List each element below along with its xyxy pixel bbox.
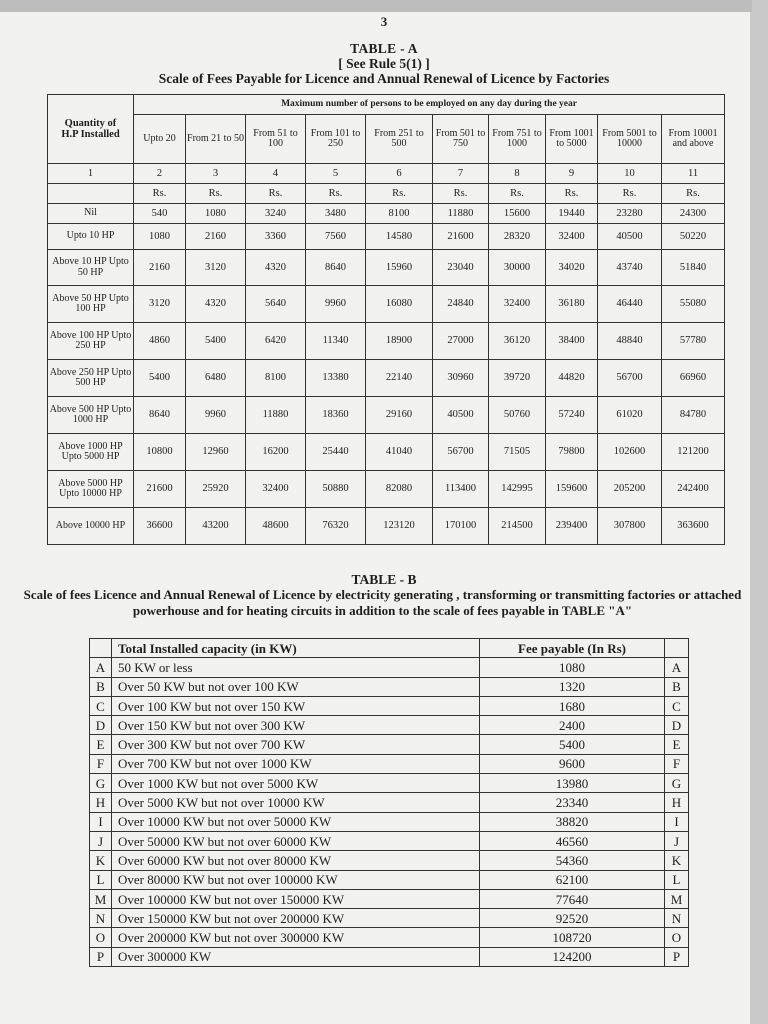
row-code-right: E xyxy=(665,735,689,754)
capacity-cell: 50 KW or less xyxy=(112,658,480,677)
fee-cell: 124200 xyxy=(480,947,665,966)
column-header: From 5001 to 10000 xyxy=(598,115,662,164)
qty-header: Quantity of H.P Installed xyxy=(48,95,134,164)
fee-cell: 84780 xyxy=(662,397,725,434)
fee-cell: 66960 xyxy=(662,360,725,397)
capacity-cell: Over 1000 KW but not over 5000 KW xyxy=(112,774,480,793)
column-header: From 251 to 500 xyxy=(366,115,433,164)
fee-cell: 13980 xyxy=(480,774,665,793)
table-b-title: TABLE - B xyxy=(351,572,417,587)
fee-cell: 11340 xyxy=(306,323,366,360)
table-a-row xyxy=(48,471,725,508)
row-code-right: B xyxy=(665,677,689,696)
row-code-right: L xyxy=(665,870,689,889)
fee-cell: 56700 xyxy=(433,434,489,471)
column-header: From 51 to 100 xyxy=(246,115,306,164)
table-a-header-row xyxy=(48,95,725,115)
fee-cell: 30960 xyxy=(433,360,489,397)
fee-cell: 16200 xyxy=(246,434,306,471)
table-b-row xyxy=(90,716,689,735)
capacity-cell: Over 200000 KW but not over 300000 KW xyxy=(112,928,480,947)
fee-cell: 7560 xyxy=(306,224,366,250)
table-a-row xyxy=(48,360,725,397)
row-code-right: C xyxy=(665,696,689,715)
table-a-unit-row xyxy=(48,184,725,204)
row-code-right: K xyxy=(665,851,689,870)
row-code: A xyxy=(90,658,112,677)
fee-cell: 39720 xyxy=(489,360,546,397)
fee-cell: 6420 xyxy=(246,323,306,360)
table-a-row xyxy=(48,434,725,471)
column-number: 4 xyxy=(246,164,306,184)
unit-cell: Rs. xyxy=(546,184,598,204)
row-code-right: J xyxy=(665,831,689,850)
fee-cell: 51840 xyxy=(662,250,725,286)
fee-cell: 239400 xyxy=(546,508,598,545)
unit-cell: Rs. xyxy=(433,184,489,204)
row-code-right: D xyxy=(665,716,689,735)
row-code-right: H xyxy=(665,793,689,812)
row-code-right: P xyxy=(665,947,689,966)
capacity-cell: Over 100000 KW but not over 150000 KW xyxy=(112,889,480,908)
fee-cell: 11880 xyxy=(433,204,489,224)
fee-cell: 27000 xyxy=(433,323,489,360)
table-a-row xyxy=(48,286,725,323)
fee-cell: 3120 xyxy=(186,250,246,286)
table-a-row xyxy=(48,250,725,286)
fee-cell: 32400 xyxy=(489,286,546,323)
fee-cell: 1680 xyxy=(480,696,665,715)
table-b-row xyxy=(90,735,689,754)
fee-cell: 24300 xyxy=(662,204,725,224)
fee-cell: 1080 xyxy=(186,204,246,224)
capacity-cell: Over 150000 KW but not over 200000 KW xyxy=(112,909,480,928)
table-b-row xyxy=(90,947,689,966)
table-a-rule-reference: [ See Rule 5(1) ] xyxy=(338,56,430,71)
row-code-right: A xyxy=(665,658,689,677)
fee-cell: 22140 xyxy=(366,360,433,397)
table-a-body xyxy=(48,95,725,545)
row-code: H xyxy=(90,793,112,812)
fee-cell: 79800 xyxy=(546,434,598,471)
capacity-cell: Over 150 KW but not over 300 KW xyxy=(112,716,480,735)
row-code: O xyxy=(90,928,112,947)
fee-cell: 18360 xyxy=(306,397,366,434)
column-header: From 751 to 1000 xyxy=(489,115,546,164)
row-code: E xyxy=(90,735,112,754)
fee-cell: 46560 xyxy=(480,831,665,850)
fee-cell: 4320 xyxy=(186,286,246,323)
fee-cell: 540 xyxy=(134,204,186,224)
row-code-right: G xyxy=(665,774,689,793)
column-header: From 10001 and above xyxy=(662,115,725,164)
fee-cell: 102600 xyxy=(598,434,662,471)
capacity-cell: Over 300 KW but not over 700 KW xyxy=(112,735,480,754)
fee-cell: 13380 xyxy=(306,360,366,397)
unit-cell: Rs. xyxy=(246,184,306,204)
capacity-cell: Over 5000 KW but not over 10000 KW xyxy=(112,793,480,812)
table-a-row xyxy=(48,508,725,545)
fee-cell: 77640 xyxy=(480,889,665,908)
unit-cell: Rs. xyxy=(489,184,546,204)
fee-cell: 9600 xyxy=(480,754,665,773)
table-b-header-row xyxy=(90,639,689,658)
unit-cell: Rs. xyxy=(598,184,662,204)
fee-cell: 50760 xyxy=(489,397,546,434)
fee-cell: 3480 xyxy=(306,204,366,224)
fee-cell: 10800 xyxy=(134,434,186,471)
capacity-cell: Over 100 KW but not over 150 KW xyxy=(112,696,480,715)
fee-cell: 1320 xyxy=(480,677,665,696)
table-b-row xyxy=(90,889,689,908)
fee-cell: 21600 xyxy=(134,471,186,508)
unit-cell: Rs. xyxy=(306,184,366,204)
table-b-row xyxy=(90,851,689,870)
row-label: Above 50 HP Upto 100 HP xyxy=(48,286,134,323)
unit-cell: Rs. xyxy=(134,184,186,204)
capacity-cell: Over 50 KW but not over 100 KW xyxy=(112,677,480,696)
fee-cell: 205200 xyxy=(598,471,662,508)
fee-cell: 14580 xyxy=(366,224,433,250)
fee-cell: 307800 xyxy=(598,508,662,545)
table-b-body xyxy=(90,639,689,967)
fee-cell: 363600 xyxy=(662,508,725,545)
row-label: Above 10 HP Upto 50 HP xyxy=(48,250,134,286)
fee-cell: 36180 xyxy=(546,286,598,323)
column-number: 1 xyxy=(48,164,134,184)
fee-cell: 50880 xyxy=(306,471,366,508)
fee-cell: 159600 xyxy=(546,471,598,508)
fee-cell: 82080 xyxy=(366,471,433,508)
row-code-right: O xyxy=(665,928,689,947)
row-code-right: F xyxy=(665,754,689,773)
fee-cell: 3240 xyxy=(246,204,306,224)
table-b-row xyxy=(90,754,689,773)
row-code: C xyxy=(90,696,112,715)
fee-cell: 29160 xyxy=(366,397,433,434)
fee-cell: 6480 xyxy=(186,360,246,397)
capacity-cell: Over 50000 KW but not over 60000 KW xyxy=(112,831,480,850)
table-b-row xyxy=(90,677,689,696)
table-b-row xyxy=(90,696,689,715)
fee-cell: 121200 xyxy=(662,434,725,471)
table-b-row xyxy=(90,928,689,947)
column-number: 9 xyxy=(546,164,598,184)
row-label: Above 100 HP Upto 250 HP xyxy=(48,323,134,360)
column-number: 11 xyxy=(662,164,725,184)
capacity-cell: Over 10000 KW but not over 50000 KW xyxy=(112,812,480,831)
capacity-cell: Over 80000 KW but not over 100000 KW xyxy=(112,870,480,889)
row-code: K xyxy=(90,851,112,870)
fee-cell: 48840 xyxy=(598,323,662,360)
column-header: From 1001 to 5000 xyxy=(546,115,598,164)
table-a-column-header-row xyxy=(48,115,725,164)
fee-cell: 21600 xyxy=(433,224,489,250)
row-label: Above 250 HP Upto 500 HP xyxy=(48,360,134,397)
fee-cell: 170100 xyxy=(433,508,489,545)
table-a-caption: Scale of Fees Payable for Licence and Annual Renewal of Licence by Factories xyxy=(158,71,610,86)
fee-cell: 54360 xyxy=(480,851,665,870)
fee-cell: 242400 xyxy=(662,471,725,508)
table-a-row xyxy=(48,323,725,360)
fee-cell: 8100 xyxy=(246,360,306,397)
fee-cell: 4320 xyxy=(246,250,306,286)
fee-cell: 15960 xyxy=(366,250,433,286)
fee-cell: 9960 xyxy=(186,397,246,434)
table-b-row xyxy=(90,831,689,850)
fee-cell: 40500 xyxy=(598,224,662,250)
fee-cell: 76320 xyxy=(306,508,366,545)
unit-cell: Rs. xyxy=(366,184,433,204)
fee-cell: 11880 xyxy=(246,397,306,434)
fee-cell: 32400 xyxy=(546,224,598,250)
table-b-row xyxy=(90,909,689,928)
fee-cell: 16080 xyxy=(366,286,433,323)
row-label: Above 500 HP Upto 1000 HP xyxy=(48,397,134,434)
fee-cell: 5640 xyxy=(246,286,306,323)
fee-cell: 61020 xyxy=(598,397,662,434)
fee-cell: 2400 xyxy=(480,716,665,735)
capacity-header: Total Installed capacity (in KW) xyxy=(112,639,480,658)
fee-cell: 19440 xyxy=(546,204,598,224)
column-header: From 101 to 250 xyxy=(306,115,366,164)
column-number: 3 xyxy=(186,164,246,184)
table-b xyxy=(89,638,689,967)
fee-cell: 4860 xyxy=(134,323,186,360)
table-b-row xyxy=(90,658,689,677)
fee-cell: 71505 xyxy=(489,434,546,471)
page-number: 3 xyxy=(380,14,388,29)
row-code: I xyxy=(90,812,112,831)
fee-cell: 40500 xyxy=(433,397,489,434)
row-label: Upto 10 HP xyxy=(48,224,134,250)
fee-cell: 15600 xyxy=(489,204,546,224)
fee-cell: 36120 xyxy=(489,323,546,360)
fee-cell: 57240 xyxy=(546,397,598,434)
scan-edge xyxy=(750,0,768,1024)
row-label: Above 1000 HP Upto 5000 HP xyxy=(48,434,134,471)
fee-cell: 50220 xyxy=(662,224,725,250)
table-a-row xyxy=(48,224,725,250)
fee-cell: 113400 xyxy=(433,471,489,508)
fee-cell: 2160 xyxy=(134,250,186,286)
fee-cell: 56700 xyxy=(598,360,662,397)
fee-cell: 23040 xyxy=(433,250,489,286)
fee-cell: 48600 xyxy=(246,508,306,545)
table-b-row xyxy=(90,774,689,793)
capacity-cell: Over 60000 KW but not over 80000 KW xyxy=(112,851,480,870)
fee-cell: 41040 xyxy=(366,434,433,471)
fee-cell: 28320 xyxy=(489,224,546,250)
fee-cell: 8640 xyxy=(306,250,366,286)
column-number: 7 xyxy=(433,164,489,184)
column-number: 8 xyxy=(489,164,546,184)
unit-cell: Rs. xyxy=(186,184,246,204)
row-label: Nil xyxy=(48,204,134,224)
fee-cell: 62100 xyxy=(480,870,665,889)
fee-cell: 32400 xyxy=(246,471,306,508)
column-number: 6 xyxy=(366,164,433,184)
row-code: J xyxy=(90,831,112,850)
table-b-header-blank xyxy=(90,639,112,658)
fee-cell: 108720 xyxy=(480,928,665,947)
fee-cell: 38820 xyxy=(480,812,665,831)
table-b-row xyxy=(90,870,689,889)
table-a-row xyxy=(48,397,725,434)
row-label: Above 5000 HP Upto 10000 HP xyxy=(48,471,134,508)
fee-header: Fee payable (In Rs) xyxy=(480,639,665,658)
table-b-row xyxy=(90,812,689,831)
row-code: M xyxy=(90,889,112,908)
fee-cell: 123120 xyxy=(366,508,433,545)
fee-cell: 55080 xyxy=(662,286,725,323)
capacity-cell: Over 700 KW but not over 1000 KW xyxy=(112,754,480,773)
fee-cell: 43740 xyxy=(598,250,662,286)
fee-cell: 1080 xyxy=(480,658,665,677)
table-b-row xyxy=(90,793,689,812)
fee-cell: 23280 xyxy=(598,204,662,224)
fee-cell: 34020 xyxy=(546,250,598,286)
row-code: F xyxy=(90,754,112,773)
fee-cell: 1080 xyxy=(134,224,186,250)
fee-cell: 30000 xyxy=(489,250,546,286)
table-b-header-blank-right xyxy=(665,639,689,658)
fee-cell: 18900 xyxy=(366,323,433,360)
fee-cell: 8640 xyxy=(134,397,186,434)
row-code-right: N xyxy=(665,909,689,928)
fee-cell: 57780 xyxy=(662,323,725,360)
fee-cell: 25920 xyxy=(186,471,246,508)
row-code: P xyxy=(90,947,112,966)
scan-top-edge xyxy=(0,0,752,12)
max-persons-header: Maximum number of persons to be employed on any day during the year xyxy=(134,95,725,115)
row-label: Above 10000 HP xyxy=(48,508,134,545)
fee-cell: 5400 xyxy=(134,360,186,397)
fee-cell: 92520 xyxy=(480,909,665,928)
row-code-right: I xyxy=(665,812,689,831)
fee-cell: 8100 xyxy=(366,204,433,224)
row-code-right: M xyxy=(665,889,689,908)
fee-cell: 5400 xyxy=(480,735,665,754)
fee-cell: 23340 xyxy=(480,793,665,812)
table-a-row xyxy=(48,204,725,224)
table-b-caption: Scale of fees Licence and Annual Renewal of Licence by electricity generating , transforming or transmitting factories or attached powerhouse and for heating circuits in addition to the scale of fees payable in TABLE "A" xyxy=(23,587,742,618)
fee-cell: 5400 xyxy=(186,323,246,360)
column-number: 5 xyxy=(306,164,366,184)
fee-cell: 43200 xyxy=(186,508,246,545)
unit-cell: Rs. xyxy=(662,184,725,204)
row-code: B xyxy=(90,677,112,696)
column-header: From 21 to 50 xyxy=(186,115,246,164)
fee-cell: 3120 xyxy=(134,286,186,323)
row-code: G xyxy=(90,774,112,793)
column-header: Upto 20 xyxy=(134,115,186,164)
fee-cell: 214500 xyxy=(489,508,546,545)
unit-blank xyxy=(48,184,134,204)
fee-cell: 142995 xyxy=(489,471,546,508)
row-code: N xyxy=(90,909,112,928)
fee-cell: 9960 xyxy=(306,286,366,323)
fee-cell: 36600 xyxy=(134,508,186,545)
row-code: D xyxy=(90,716,112,735)
column-number: 10 xyxy=(598,164,662,184)
fee-cell: 46440 xyxy=(598,286,662,323)
fee-cell: 38400 xyxy=(546,323,598,360)
fee-cell: 3360 xyxy=(246,224,306,250)
column-number: 2 xyxy=(134,164,186,184)
row-code: L xyxy=(90,870,112,889)
fee-cell: 25440 xyxy=(306,434,366,471)
fee-cell: 12960 xyxy=(186,434,246,471)
fee-cell: 2160 xyxy=(186,224,246,250)
table-a-column-number-row xyxy=(48,164,725,184)
column-header: From 501 to 750 xyxy=(433,115,489,164)
fee-cell: 24840 xyxy=(433,286,489,323)
table-a xyxy=(47,94,725,545)
table-a-title: TABLE - A xyxy=(350,41,418,56)
capacity-cell: Over 300000 KW xyxy=(112,947,480,966)
fee-cell: 44820 xyxy=(546,360,598,397)
